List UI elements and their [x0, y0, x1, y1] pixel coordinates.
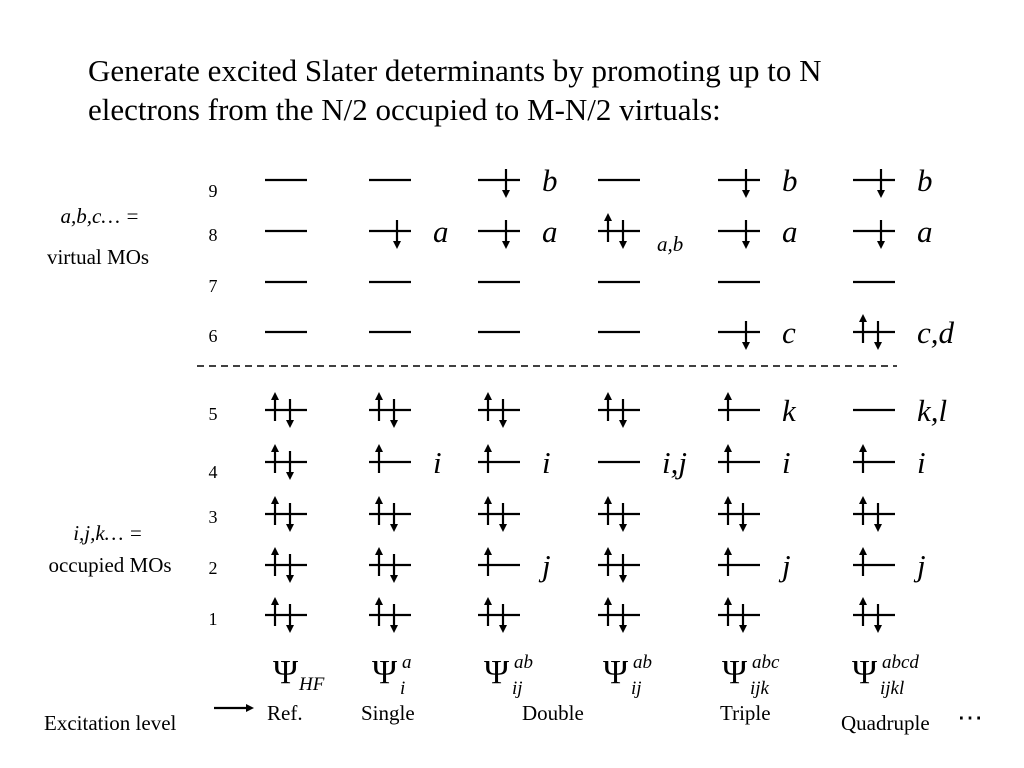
determinant-subscript: ijk — [750, 678, 769, 699]
orbital-layer — [209, 163, 955, 735]
occupied-mos-symbols: i,j,k… = — [73, 521, 143, 545]
orbital-label: c,d — [917, 315, 955, 350]
orbital-label: a — [917, 214, 933, 249]
determinant-subscript: i — [400, 678, 406, 699]
determinant-symbol: Ψ — [273, 654, 299, 691]
double-excitation-label: Double — [522, 701, 584, 725]
determinant-superscript: abcd — [882, 652, 919, 673]
determinant-superscript: ab — [633, 652, 652, 673]
orbital-label: a,b — [657, 232, 684, 256]
determinant-subscript: ij — [512, 678, 523, 699]
orbital-label: i — [433, 445, 442, 480]
determinant-superscript: ab — [514, 652, 533, 673]
orbital-number-2: 2 — [208, 558, 218, 578]
occupied-mos-label: occupied MOs — [48, 553, 172, 577]
orbital-number-3: 3 — [208, 507, 218, 527]
excitation-level-name: Quadruple — [841, 711, 930, 735]
orbital-label: j — [542, 548, 551, 583]
determinant-column-6 — [841, 163, 955, 735]
orbital-label: k — [782, 393, 796, 428]
orbital-label: i — [542, 445, 551, 480]
title-line-2: electrons from the N/2 occupied to M-N/2 virtuals: — [88, 92, 721, 127]
excitation-level-label: Excitation level — [44, 711, 177, 735]
determinant-symbol: Ψ — [852, 654, 878, 691]
orbital-label: b — [542, 163, 558, 198]
virtual-mos-symbols: a,b,c… = — [60, 204, 140, 228]
determinant-column-5 — [718, 163, 798, 725]
determinant-superscript: abc — [752, 652, 780, 673]
excitation-level-name: Ref. — [267, 701, 303, 725]
orbital-label: i,j — [662, 445, 687, 480]
orbital-number-8: 8 — [208, 225, 218, 245]
orbital-number-6: 6 — [208, 326, 218, 346]
determinant-superscript: a — [402, 652, 412, 673]
orbital-number-7: 7 — [208, 276, 218, 296]
ellipsis-text: ⋯ — [957, 703, 983, 732]
determinant-column-2 — [361, 180, 449, 725]
orbital-number-1: 1 — [208, 609, 218, 629]
orbital-label: i — [917, 445, 926, 480]
orbital-number-5: 5 — [208, 404, 218, 424]
determinant-symbol: Ψ — [603, 654, 629, 691]
determinant-symbol: Ψ — [484, 654, 510, 691]
determinant-symbol: Ψ — [372, 654, 398, 691]
excitation-level-name: Single — [361, 701, 415, 725]
excitation-level-name: Triple — [720, 701, 771, 725]
orbital-label: c — [782, 315, 796, 350]
determinant-subscript: ijkl — [880, 678, 905, 699]
orbital-label: i — [782, 445, 791, 480]
orbital-label: j — [782, 548, 791, 583]
virtual-mos-label: virtual MOs — [46, 245, 150, 269]
orbital-label: a — [433, 214, 449, 249]
determinant-column-4 — [598, 180, 687, 699]
title-line-1: Generate excited Slater determinants by promoting up to N — [88, 53, 822, 88]
orbital-number-4: 4 — [208, 462, 218, 482]
determinant-symbol: Ψ — [722, 654, 748, 691]
orbital-label: b — [917, 163, 933, 198]
orbital-label: b — [782, 163, 798, 198]
determinant-column-3 — [478, 163, 558, 699]
orbital-label: a — [782, 214, 798, 249]
determinant-subscript: HF — [299, 674, 325, 695]
orbital-label: a — [542, 214, 558, 249]
determinant-subscript: ij — [631, 678, 642, 699]
orbital-label: j — [917, 548, 926, 583]
orbital-label: k,l — [917, 393, 948, 428]
orbital-number-9: 9 — [208, 181, 218, 201]
